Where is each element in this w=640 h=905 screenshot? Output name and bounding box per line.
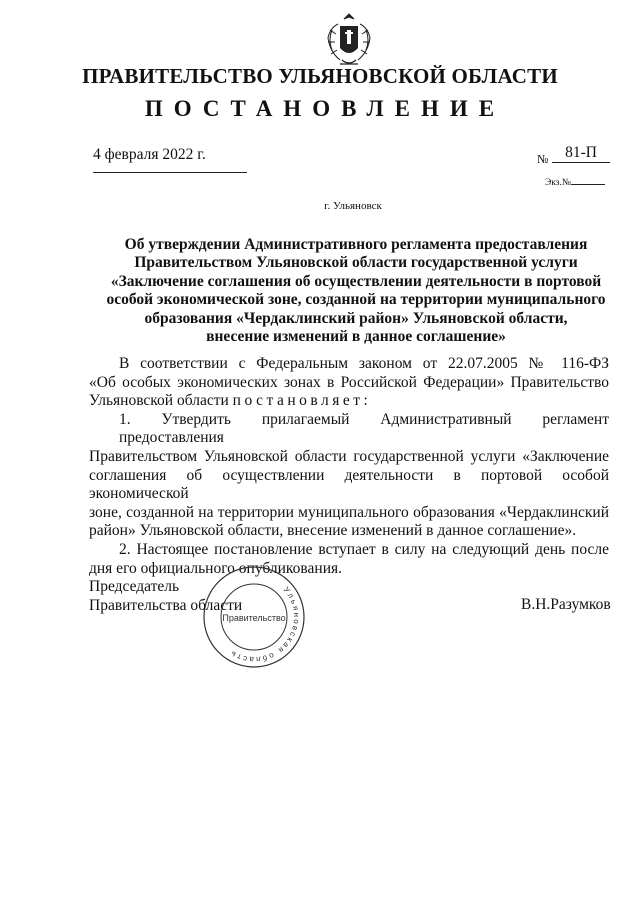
copy-label: Экз.№ (545, 178, 571, 188)
document-number: 81-П (552, 144, 610, 163)
document-type: ПОСТАНОВЛЕНИЕ (144, 96, 506, 121)
body-line: район» Ульяновской области, внесение изменений в данное соглашение». (89, 522, 577, 540)
body-line: зоне, созданной на территории муниципального образования «Чердаклинский (89, 503, 609, 521)
title-line: Об утверждении Административного регламента предоставления (124, 236, 588, 253)
body-line: соглашения об осуществлении деятельности в портовой особой экономической (89, 466, 609, 503)
body-line: 1. Утвердить прилагаемый Административный регламент предоставления (119, 410, 609, 447)
title-line: внесение изменений в данное соглашение» (206, 328, 506, 346)
body-line: Правительством Ульяновской области государственной услуги «Заключение (89, 447, 609, 465)
stamp-center-text: Правительство (222, 613, 286, 623)
date-underline (93, 172, 247, 173)
signatory-name: В.Н.Разумков (521, 596, 611, 613)
body-line: 2. Настоящее постановление вступает в силу на следующий день после (119, 540, 609, 558)
document-title (96, 236, 616, 346)
title-line: особой экономической зоне, созданной на территории муниципального (106, 291, 606, 309)
title-line: Правительством Ульяновской области государственной услуги (134, 254, 578, 272)
body-line (89, 392, 609, 411)
body-line: «Об особых экономических зонах в Российской Федерации» Правительство (89, 373, 609, 391)
resolve-word: постановляет (232, 392, 364, 410)
coat-of-arms-emblem (318, 10, 380, 72)
document-body (89, 355, 609, 578)
number-sign: № (537, 152, 549, 166)
body-text: Ульяновской области (89, 392, 233, 410)
title-line: образования «Чердаклинский район» Ульяновской области, (144, 309, 568, 327)
body-line: дня его официального опубликования. (89, 559, 343, 577)
body-line: В соответствии с Федеральным законом от 22.07.2005 № 116-ФЗ (119, 355, 609, 372)
organization-name: ПРАВИТЕЛЬСТВО УЛЬЯНОВСКОЙ ОБЛАСТИ (82, 64, 558, 88)
document-date: 4 февраля 2022 г. (93, 146, 206, 163)
title-line: «Заключение соглашения об осуществлении деятельности в портовой (110, 272, 602, 290)
signatory-position (89, 578, 242, 615)
body-text: : (363, 392, 368, 410)
city: г. Ульяновск (324, 200, 382, 212)
position-line: Правительства области (89, 596, 243, 614)
position-line: Председатель (89, 578, 180, 595)
stamp-ring-text: Ульяновская область (227, 585, 302, 665)
copy-number-line (571, 184, 605, 185)
copy-number (545, 178, 605, 188)
